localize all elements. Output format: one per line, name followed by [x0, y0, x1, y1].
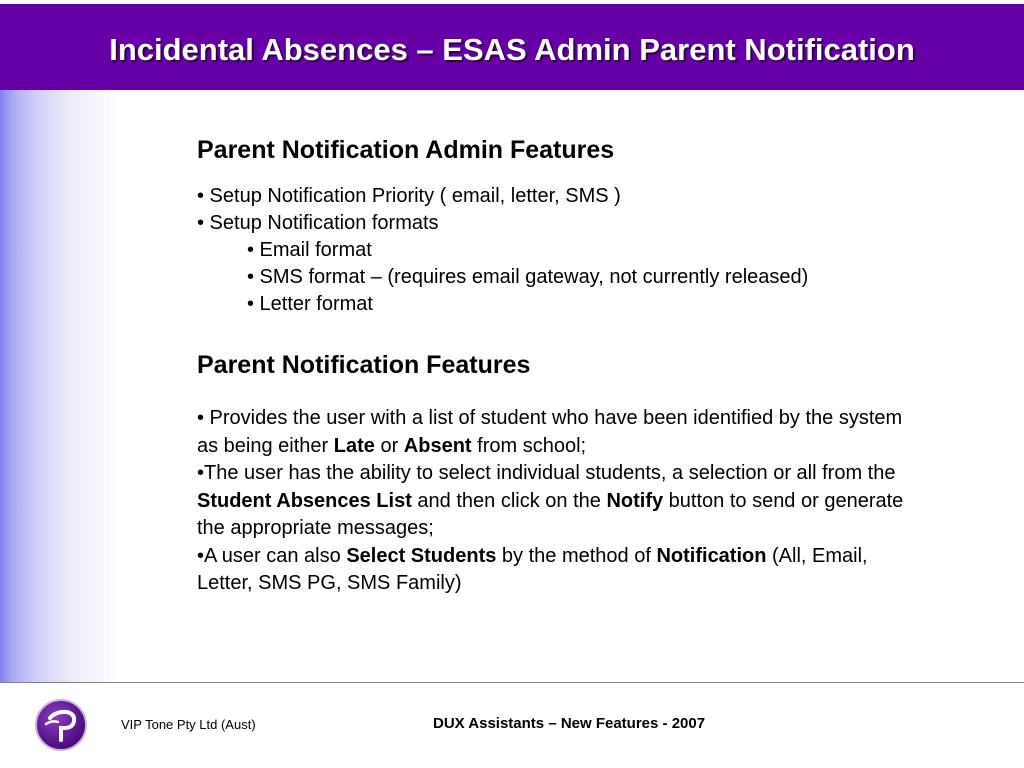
- student-absences-list-term: Student Absences List: [197, 489, 412, 512]
- slide-title: Incidental Absences – ESAS Admin Parent Notification: [109, 32, 915, 67]
- slide-content: [197, 134, 917, 598]
- notify-term: Notify: [606, 489, 664, 512]
- footer-presentation-title: DUX Assistants – New Features - 2007: [433, 715, 706, 732]
- vip-tone-logo-icon: [34, 698, 88, 752]
- sub-list-item: • SMS format – (requires email gateway, not currently released): [247, 266, 809, 288]
- footer-company: VIP Tone Pty Ltd (Aust): [121, 717, 256, 732]
- list-item: • Setup Notification Priority ( email, letter, SMS ): [197, 185, 621, 207]
- admin-features-list: [197, 183, 917, 318]
- feature-paragraph-list: • Provides the user with a list of student who have been identified by the system as being either Late or Absent from school;: [197, 407, 903, 457]
- select-students-term: Select Students: [346, 544, 497, 567]
- notification-term: Notification: [656, 544, 767, 567]
- admin-features-heading: Parent Notification Admin Features: [197, 136, 615, 164]
- feature-paragraph-method: •A user can also Select Students by the method of Notification (All, Email, Letter, SMS PG, SMS Family): [197, 544, 868, 594]
- sub-list-item: • Letter format: [247, 293, 373, 315]
- sub-list-item: • Email format: [247, 239, 372, 261]
- feature-paragraph-select: •The user has the ability to select individual students, a selection or all from the Student Absences List and then click on the Notify button to send or generate the appropriate messages;: [197, 462, 904, 539]
- absent-term: Absent: [403, 434, 472, 457]
- title-bar: [0, 0, 1024, 90]
- side-gradient-decoration: [0, 90, 200, 682]
- list-item: • Setup Notification formats: [197, 212, 439, 234]
- footer-divider: [0, 682, 1024, 683]
- late-term: Late: [333, 434, 375, 457]
- features-heading: Parent Notification Features: [197, 351, 531, 379]
